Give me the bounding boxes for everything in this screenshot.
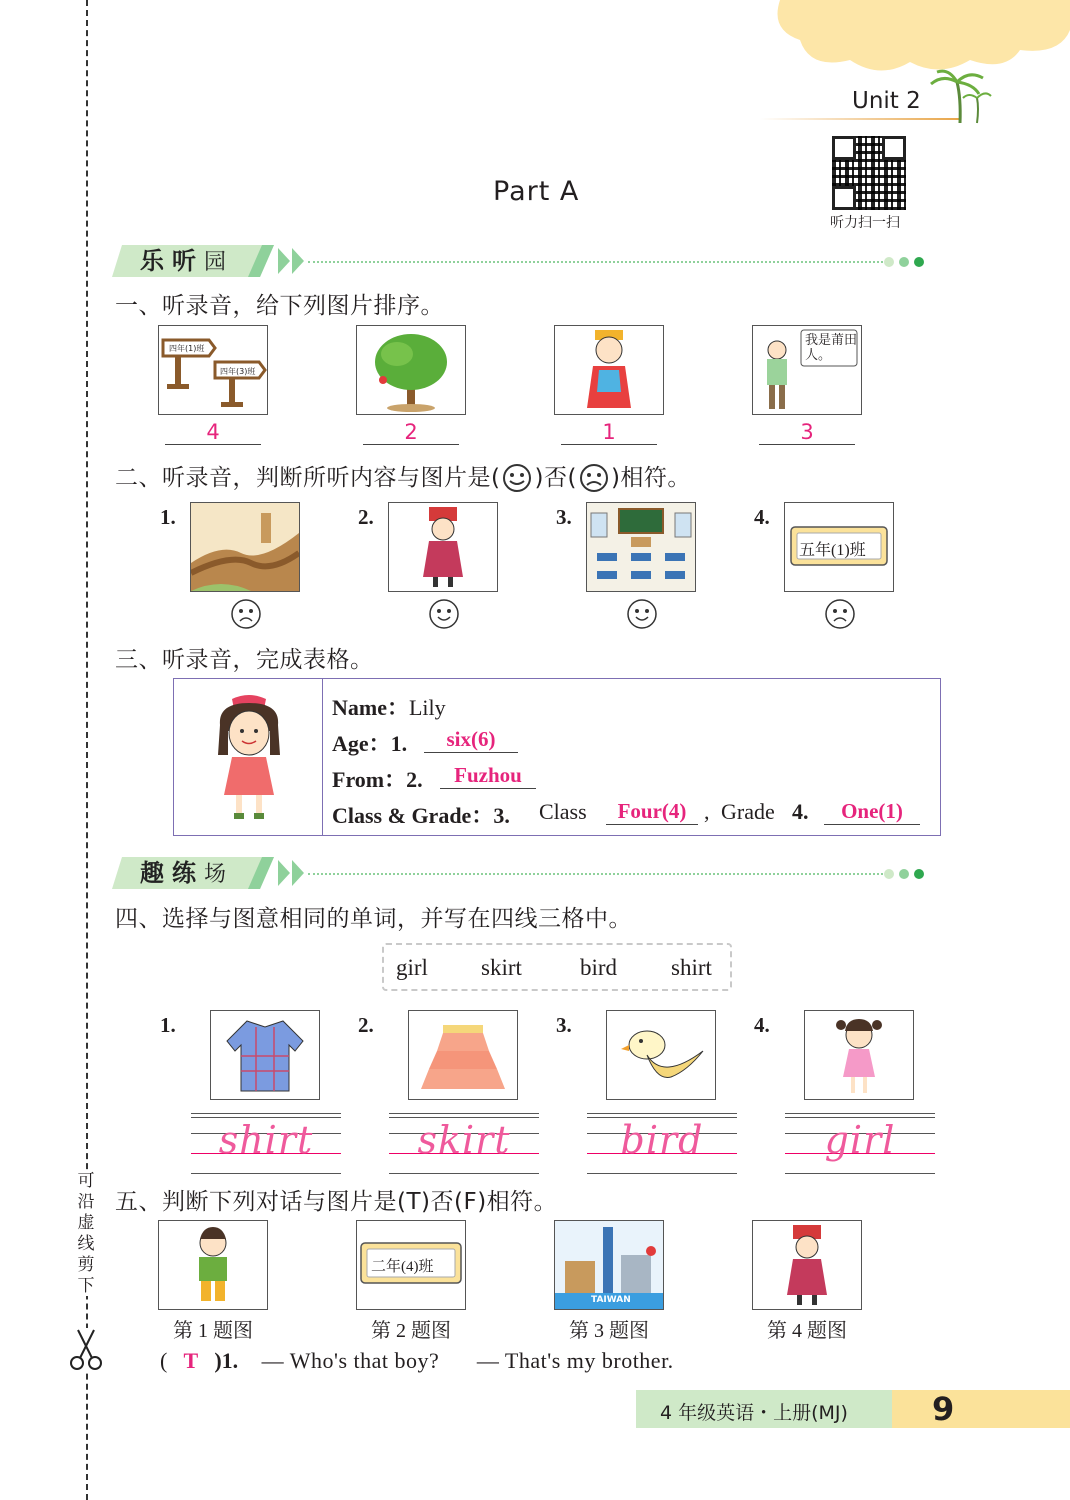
section-badge-practice: 趣练场 [112,855,274,891]
word-bank-item: girl [396,955,428,980]
four-line-grid[interactable] [587,1113,737,1173]
q1-picture-man-speaking [752,325,862,415]
q5-caption: 第 4 题图 [767,1320,847,1342]
cloud-decoration [770,0,1070,80]
section-divider [308,261,883,263]
q1-answer-4[interactable]: 3 [759,420,855,445]
qr-corner [882,136,906,160]
q3-grade-word: Grade [721,799,775,824]
q3-class-answer[interactable]: Four(4) [606,799,698,825]
sad-face-icon [230,598,262,630]
q4-picture-skirt [408,1010,518,1100]
q4-number: 2. [358,1013,374,1037]
q2-picture-classroom [586,502,696,592]
qr-corner [832,186,856,210]
footer-book-title: 4 年级英语・上册(MJ) [660,1402,848,1424]
q2-picture-ethnic-girl [388,502,498,592]
q2-picture-great-wall [190,502,300,592]
word-bank-item: bird [580,955,618,980]
cut-instruction: 可 沿 虚 线 剪 下 [70,1170,102,1296]
lily-picture [204,695,294,825]
page-title: Part A [493,176,580,207]
q4-title: 四、选择与图意相同的单词，并写在四线三格中。 [115,906,632,932]
q5-item-1: ( T )1. — Who's that boy? — That's my brother. [160,1348,674,1373]
q1-title: 一、听录音，给下列图片排序。 [115,293,444,319]
q3-class-label: Class & Grade：3. [332,803,510,828]
q2-number: 3. [556,505,572,529]
q5-caption: 第 1 题图 [173,1320,253,1342]
q3-name-row: Name：Lily [332,695,446,720]
q5-picture-ethnic-girl [752,1220,862,1310]
q4-picture-shirt [210,1010,320,1100]
q3-from-answer[interactable]: Fuzhou [440,763,536,789]
q1-picture-tree [356,325,466,415]
four-line-grid[interactable] [785,1113,935,1173]
q4-answer-4: girl [785,1117,935,1162]
sign-text: 四年(1)班 [169,344,205,353]
q3-grade-num: 4. [792,799,809,824]
qr-caption: 听力扫一扫 [830,215,900,231]
scissors-icon [68,1328,104,1372]
dots-decoration [882,866,927,882]
chevron-right-icon [278,246,308,276]
q5-title: 五、判断下列对话与图片是(T)否(F)相符。 [115,1189,558,1215]
q4-answer-3: bird [587,1117,737,1162]
q1-answer-2[interactable]: 2 [363,420,459,445]
footer-book-bar [636,1390,892,1428]
sad-face-icon [824,598,856,630]
q2-title: 二、听录音，判断所听内容与图片是( )否( )相符。 [115,465,691,491]
section-divider [308,873,883,875]
q4-answer-2: skirt [389,1117,539,1162]
q5-caption: 第 3 题图 [569,1320,649,1342]
footer-page-bar [892,1390,1070,1428]
palm-tree-icon [925,68,995,126]
q2-number: 1. [160,505,176,529]
qr-corner [832,136,856,160]
q2-picture-class-sign [784,502,894,592]
taiwan-label: TAIWAN [591,1295,631,1305]
four-line-grid[interactable] [191,1113,341,1173]
q3-comma: , [704,799,710,824]
word-bank [382,943,732,991]
sad-face-icon [577,463,611,493]
q5-picture-boy [158,1220,268,1310]
q2-number: 4. [754,505,770,529]
q1-answer-3[interactable]: 1 [561,420,657,445]
dots-decoration [882,254,927,270]
q2-number: 2. [358,505,374,529]
q1-picture-signs [158,325,268,415]
word-bank-item: shirt [671,955,712,980]
q1-answer-1[interactable]: 4 [165,420,261,445]
four-line-grid[interactable] [389,1113,539,1173]
q3-age-answer[interactable]: six(6) [424,727,518,753]
q3-from-row: From：2. [332,767,423,792]
q4-picture-bird [606,1010,716,1100]
word-bank-item: skirt [481,955,522,980]
speech-bubble-text: 我是莆田人。 [805,332,858,362]
page-number: 9 [932,1390,955,1428]
q4-answer-1: shirt [191,1117,341,1162]
q4-picture-girl [804,1010,914,1100]
q5-caption: 第 2 题图 [371,1320,451,1342]
q4-number: 4. [754,1013,770,1037]
q4-number: 3. [556,1013,572,1037]
section-badge-listen: 乐听园 [112,243,274,279]
q3-grade-answer[interactable]: One(1) [824,799,920,825]
table-divider [322,679,323,835]
happy-face-icon [500,463,534,493]
sign-text: 五年(1)班 [799,542,866,559]
happy-face-icon [626,598,658,630]
q5-picture-class-sign [356,1220,466,1310]
happy-face-icon [428,598,460,630]
q3-age-row: Age：1. [332,731,408,756]
unit-label: Unit 2 [852,88,921,114]
sign-text: 二年(4)班 [371,1259,434,1275]
q5-picture-taiwan [554,1220,664,1310]
q5-answer-1[interactable]: T [183,1348,199,1373]
chevron-right-icon [278,858,308,888]
sign-text: 四年(3)班 [220,367,256,376]
q3-class-word: Class [539,799,587,824]
q3-table [173,678,941,836]
q1-picture-costume-girl [554,325,664,415]
q4-number: 1. [160,1013,176,1037]
q3-title: 三、听录音，完成表格。 [115,647,374,673]
